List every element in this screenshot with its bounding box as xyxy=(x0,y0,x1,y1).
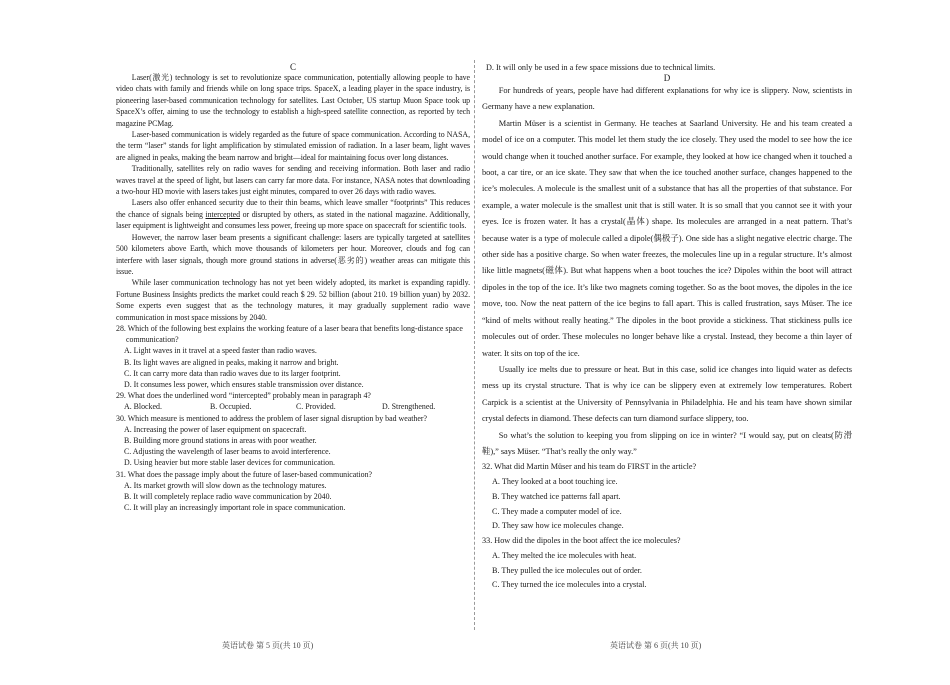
right-page xyxy=(482,62,852,643)
q29-option-a: A. Blocked. xyxy=(124,402,162,412)
page-divider xyxy=(474,60,475,630)
q29-option-b: B. Occupied. xyxy=(210,402,252,412)
q31-option-d: D. It will only be used in a few space missions due to technical limits. xyxy=(486,63,716,72)
passage-c-paragraph-5: However, the narrow laser beam presents a significant challenge: lasers are typically targeted at satellites 500 kilometers above Earth, which move thousands of kilometers per hour. Moreover, clouds and fog can interfere with laser signals, though more ground stations in adverse(恶劣的) weather areas can mitigate this issue. xyxy=(116,232,470,276)
passage-d-paragraph-1: For hundreds of years, people have had different explanations for why ice is slippery. Now, scientists in Germany have a new explanation. xyxy=(482,86,852,112)
q28-option-b: B. Its light waves are aligned in peaks, making it narrow and bright. xyxy=(124,357,339,367)
left-page xyxy=(116,62,470,643)
q32-option-a: A. They looked at a boot touching ice. xyxy=(492,476,618,486)
section-letter-d: D xyxy=(663,73,671,83)
question-33: 33. How did the dipoles in the boot affect the ice molecules? xyxy=(482,536,681,546)
q28-option-a: A. Light waves in it travel at a speed faster than radio waves. xyxy=(124,346,317,356)
q28-option-c: C. It can carry more data than radio waves due to its larger footprint. xyxy=(124,368,341,378)
question-29: 29. What does the underlined word “intercepted” probably mean in paragraph 4? xyxy=(116,391,371,401)
passage-d-paragraph-3: Usually ice melts due to pressure or heat. But in this case, solid ice changes into liquid water as defects mess up its crystal structure. That is why ice can be slippery even at extremely low temperatures. Robert Carpick is a scientist at the University of Pennsylvania in Philadelphia. He and his team have shown similar crystal defects in diamond. These defects can turn diamond surface slippery, too. xyxy=(482,364,852,424)
page-footer-6: 英语试卷 第 6 页(共 10 页) xyxy=(610,641,702,650)
passage-d-paragraph-2: Martin Müser is a scientist in Germany. He teaches at Saarland University. He and his team created a model of ice on a computer. This model let them study the ice closely. They used the model to see how the ice would change when it touched another surface. For example, they looked at how ice changed when it touched a boot, a car tire, or an ice skate. They saw that when the ice touched another surface, changes happened to the ice’s molecules. A molecule is the smallest unit of a substance that has all the properties of that substance. For example, a water molecule is the smallest unit that is still water. It is so small that you cannot see it with your eyes. Ice is frozen water. It has a crystal(晶体) shape. Its molecules are arranged in a neat pattern. That’s because water is a type of molecule called a dipole(偶极子). One side has a slight negative electric charge. The other side has a positive charge. So when water freezes, the molecules line up in a regular structure. It’s almost like little magnets(磁体). But what happens when a boot touches the ice? Dipoles within the boot will attract dipoles in the top of the ice. It’s like two magnets coming together. So as the boot moves, the dipoles in the ice move, too. Now the neat pattern of the ice begins to fall apart. This is called frustration, says Müser. The ice “kind of melts without really heating.” The dipoles in the boot provide a stickiness. That stickiness pulls ice molecules out of order. These molecules no longer behave like a crystal. Instead, they become a thin layer of water. It sits on top of the ice. xyxy=(482,118,852,358)
question-30: 30. Which measure is mentioned to address the problem of laser signal disruption by bad weather? xyxy=(116,413,428,423)
q30-option-c: C. Adjusting the wavelength of laser beams to avoid interference. xyxy=(124,447,331,457)
underlined-word: intercepted xyxy=(205,209,240,219)
q30-option-d: D. Using heavier but more stable laser devices for communication. xyxy=(124,458,336,468)
q29-option-c: C. Provided. xyxy=(296,402,336,412)
p4-text-before: Lasers also offer enhanced security due to their thin beams, which leave smaller “footprints” This reduces the chance of signals being xyxy=(116,198,470,219)
passage-c-paragraph-6: While laser communication technology has not yet been widely adopted, its market is expanding rapidly. Fortune Business Insights predicts the market could reach $ 29. 52 billion (about 210. 19 billion yuan) by 2032. Some experts even suggest that as the technology matures, it may gradually supplement radio wave communication in most space missions by 2040. xyxy=(116,278,470,322)
passage-c-paragraph-1: Laser(激光) technology is set to revolutionize space communication, potentially allowing people to have video chats with family and friends while on long space trips. SpaceX, a leading player in the space industry, is pioneering laser-based communication technology for satellites. Last October, US startup Muon Space took up SpaceX’s offer, aiming to use the technology to establish a high-speed satellite connection, as reported by tech magazine PCMag. xyxy=(116,73,470,128)
q33-option-c: C. They turned the ice molecules into a crystal. xyxy=(492,580,647,590)
passage-c-paragraph-4 xyxy=(116,197,470,231)
question-28: 28. Which of the following best explains the working feature of a laser beara that benefits long-distance space communication? xyxy=(116,323,463,345)
q32-option-d: D. They saw how ice molecules change. xyxy=(492,521,624,531)
q30-option-a: A. Increasing the power of laser equipment on spacecraft. xyxy=(124,424,307,434)
q31-option-b: B. It will completely replace radio wave communication by 2040. xyxy=(124,491,332,501)
q29-option-d: D. Strengthened. xyxy=(382,402,436,412)
question-32: 32. What did Martin Müser and his team do FIRST in the article? xyxy=(482,462,697,472)
q32-option-b: B. They watched ice patterns fall apart. xyxy=(492,491,621,501)
q33-option-b: B. They pulled the ice molecules out of order. xyxy=(492,565,642,575)
page-footer-5: 英语试卷 第 5 页(共 10 页) xyxy=(222,641,314,650)
question-31: 31. What does the passage imply about the future of laser-based communication? xyxy=(116,469,373,479)
q31-option-a: A. Its market growth will slow down as the technology matures. xyxy=(124,480,327,490)
q31-option-c: C. It will play an increasingly important role in space communication. xyxy=(124,503,346,513)
p4-text-after: or disrupted by others, as stated in the national magazine. Additionally, laser equipment is lightweight and consumes less power, freeing up more space on spacecraft for scientific tools. xyxy=(116,209,471,231)
section-letter-c: C xyxy=(289,62,296,72)
passage-d-paragraph-4: So what’s the solution to keeping you from slipping on ice in winter? “I would say, put on cleats(防滑鞋),” says Müser. “That’s really the only way.” xyxy=(482,430,852,456)
q30-option-b: B. Building more ground stations in areas with poor weather. xyxy=(124,435,317,445)
q32-option-c: C. They made a computer model of ice. xyxy=(492,506,622,516)
passage-c-paragraph-2: Laser-based communication is widely regarded as the future of space communication. According to NASA, the term “laser” stands for light amplification by stimulated emission of radiation. In a laser beam, light waves are aligned in peaks, making the beam narrow and bright—ideal for maintaining focus over long distances. xyxy=(116,130,470,162)
q28-option-d: D. It consumes less power, which ensures stable transmission over distance. xyxy=(124,379,364,389)
passage-c-paragraph-3: Traditionally, satellites rely on radio waves for sending and receiving information. Both laser and radio waves travel at the speed of light, but lasers can carry far more data. For instance, NASA notes that downloading a two-hour HD movie with lasers takes just eight minutes, compared to over 26 days with radio waves. xyxy=(116,164,470,197)
q29-options xyxy=(116,401,470,412)
q33-option-a: A. They melted the ice molecules with heat. xyxy=(492,550,637,560)
